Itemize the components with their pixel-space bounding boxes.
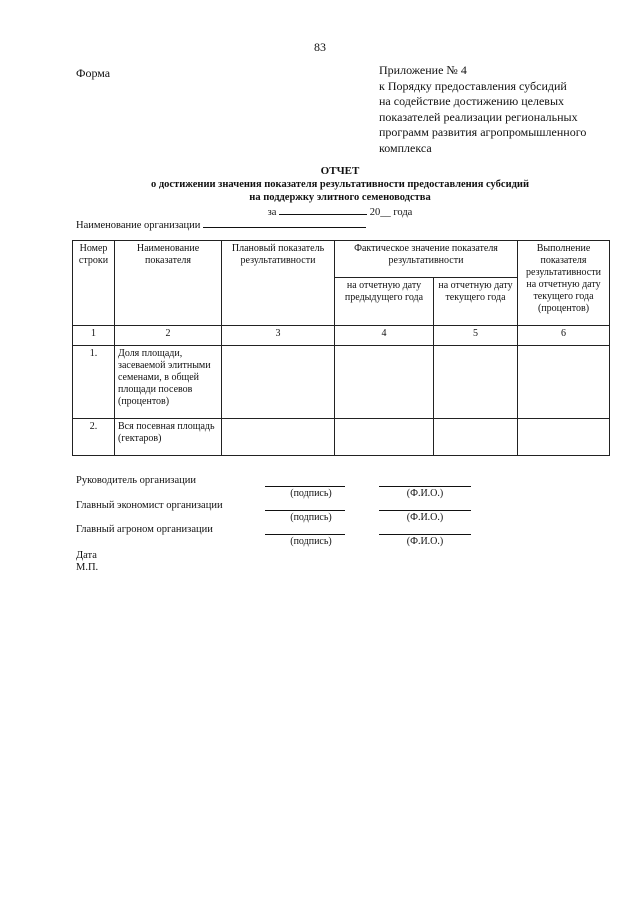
row-completion-cell[interactable] <box>518 346 610 419</box>
row-completion-cell[interactable] <box>518 419 610 456</box>
period-blank <box>279 204 367 215</box>
signature-caption: (подпись) <box>290 536 332 547</box>
page-number: 83 <box>314 40 326 54</box>
row-indicator-name: Вся посевная площадь (гектаров) <box>115 419 222 456</box>
header-row-number: Номер строки <box>73 241 115 326</box>
name-caption: (Ф.И.О.) <box>406 512 444 523</box>
appendix-line: к Порядку предоставления субсидий <box>379 78 567 93</box>
period-year: 20__ <box>369 207 391 218</box>
header-actual-current: на отчетную дату текущего года <box>434 278 518 326</box>
row-number: 2. <box>73 419 115 456</box>
column-number: 2 <box>115 326 222 346</box>
organization-blank <box>203 217 366 228</box>
column-number: 4 <box>335 326 434 346</box>
name-caption: (Ф.И.О.) <box>406 536 444 547</box>
form-label: Форма <box>76 66 111 80</box>
row-actual-previous-cell[interactable] <box>335 346 434 419</box>
row-actual-previous-cell[interactable] <box>335 419 434 456</box>
header-indicator-name: Наименование показателя <box>115 241 222 326</box>
signature-line <box>265 534 345 535</box>
organization-row <box>76 217 366 231</box>
name-line <box>379 534 471 535</box>
signer-economist-label: Главный экономист организации <box>76 500 223 511</box>
period-prefix: за <box>267 207 277 218</box>
date-label: Дата <box>76 550 97 561</box>
table-row <box>73 346 610 419</box>
column-number: 3 <box>222 326 335 346</box>
organization-label: Наименование организации <box>76 220 201 231</box>
report-period <box>0 204 640 218</box>
row-planned-cell[interactable] <box>222 346 335 419</box>
table-row <box>73 419 610 456</box>
signer-agronomist-label: Главный агроном организации <box>76 524 213 535</box>
signature-caption: (подпись) <box>290 488 332 499</box>
appendix-block <box>379 63 586 157</box>
signer-head-label: Руководитель организации <box>76 475 196 486</box>
report-subtitle: на поддержку элитного семеноводства <box>249 192 431 203</box>
report-table <box>72 240 610 456</box>
column-number: 1 <box>73 326 115 346</box>
header-planned: Плановый показатель результативности <box>222 241 335 326</box>
signature-line <box>265 510 345 511</box>
signature-caption: (подпись) <box>290 512 332 523</box>
stamp-label: М.П. <box>76 562 99 573</box>
signature-line <box>265 486 345 487</box>
appendix-line: программ развития агропромышленного <box>379 125 587 140</box>
appendix-line: комплекса <box>379 140 432 155</box>
report-title-block <box>0 165 640 204</box>
row-indicator-name: Доля площади, засеваемой элитными семенами, в общей площади посевов (процентов) <box>115 346 222 419</box>
appendix-line: на содействие достижению целевых <box>379 94 565 109</box>
row-number: 1. <box>73 346 115 419</box>
period-suffix: года <box>393 207 413 218</box>
name-line <box>379 510 471 511</box>
column-number: 6 <box>518 326 610 346</box>
row-actual-current-cell[interactable] <box>434 346 518 419</box>
row-planned-cell[interactable] <box>222 419 335 456</box>
column-number: 5 <box>434 326 518 346</box>
appendix-line: показателей реализации региональных <box>379 109 578 124</box>
name-line <box>379 486 471 487</box>
row-actual-current-cell[interactable] <box>434 419 518 456</box>
report-subtitle: о достижении значения показателя результативности предоставления субсидий <box>150 179 530 190</box>
header-completion: Выполнение показателя результативности на отчетную дату текущего года (процентов) <box>518 241 610 326</box>
header-actual: Фактическое значение показателя результативности <box>335 241 518 278</box>
header-actual-previous: на отчетную дату предыдущего года <box>335 278 434 326</box>
appendix-line: Приложение № 4 <box>379 63 467 77</box>
report-title: ОТЧЕТ <box>320 165 360 177</box>
name-caption: (Ф.И.О.) <box>406 488 444 499</box>
